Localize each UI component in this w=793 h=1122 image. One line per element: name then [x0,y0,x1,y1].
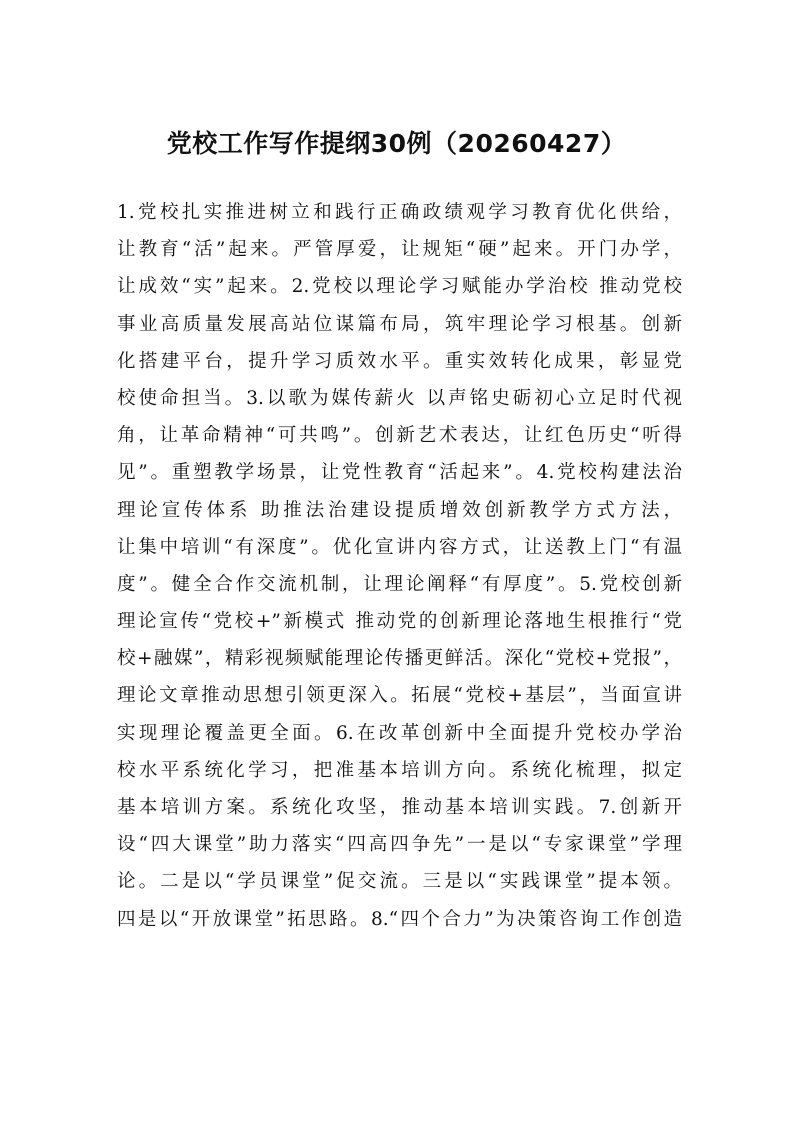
body-line: 理论宣传“党校+”新模式 推动党的创新理论落地生根推行“党 [117,611,682,633]
body-line: 四是以“开放课堂”拓思路。8.“四个合力”为决策咨询工作创造 [117,908,682,930]
body-line: 理论宣传体系 助推法治建设提质增效创新教学方式方法， [117,499,682,521]
body-line: 度”。健全合作交流机制，让理论阐释“有厚度”。5.党校创新 [117,573,682,595]
body-line: 让集中培训“有深度”。优化宣讲内容方式，让送教上门“有温 [117,536,682,558]
body-line: 实现理论覆盖更全面。6.在改革创新中全面提升党校办学治 [117,722,682,744]
body-line: 设“四大课堂”助力落实“四高四争先”一是以“专家课堂”学理 [117,834,682,856]
body-line: 校+融媒”，精彩视频赋能理论传播更鲜活。深化“党校+党报”， [117,648,682,670]
body-line: 让成效“实”起来。2.党校以理论学习赋能办学治校 推动党校 [117,276,682,298]
body-line: 角，让革命精神“可共鸣”。创新艺术表达，让红色历史“听得 [117,425,682,447]
body-line: 1.党校扎实推进树立和践行正确政绩观学习教育优化供给， [117,202,682,223]
body-line: 让教育“活”起来。严管厚爱，让规矩“硬”起来。开门办学， [117,239,682,261]
body-line: 理论文章推动思想引领更深入。拓展“党校+基层”，当面宣讲 [117,685,682,707]
body-line: 校使命担当。3.以歌为媒传薪火 以声铭史砺初心立足时代视 [117,387,682,409]
body-line: 事业高质量发展高站位谋篇布局，筑牢理论学习根基。创新 [117,313,682,335]
body-line: 化搭建平台，提升学习质效水平。重实效转化成果，彰显党 [117,350,682,372]
body-line: 论。二是以“学员课堂”促交流。三是以“实践课堂”提本领。 [117,871,682,893]
body-line: 基本培训方案。系统化攻坚，推动基本培训实践。7.创新开 [117,797,682,818]
body-line: 校水平系统化学习，把准基本培训方向。系统化梳理，拟定 [117,759,682,781]
document-title: 党校工作写作提纲30例（20260427） [166,129,627,158]
document-body [117,194,682,938]
body-line: 见”。重塑教学场景，让党性教育“活起来”。4.党校构建法治 [117,462,682,484]
